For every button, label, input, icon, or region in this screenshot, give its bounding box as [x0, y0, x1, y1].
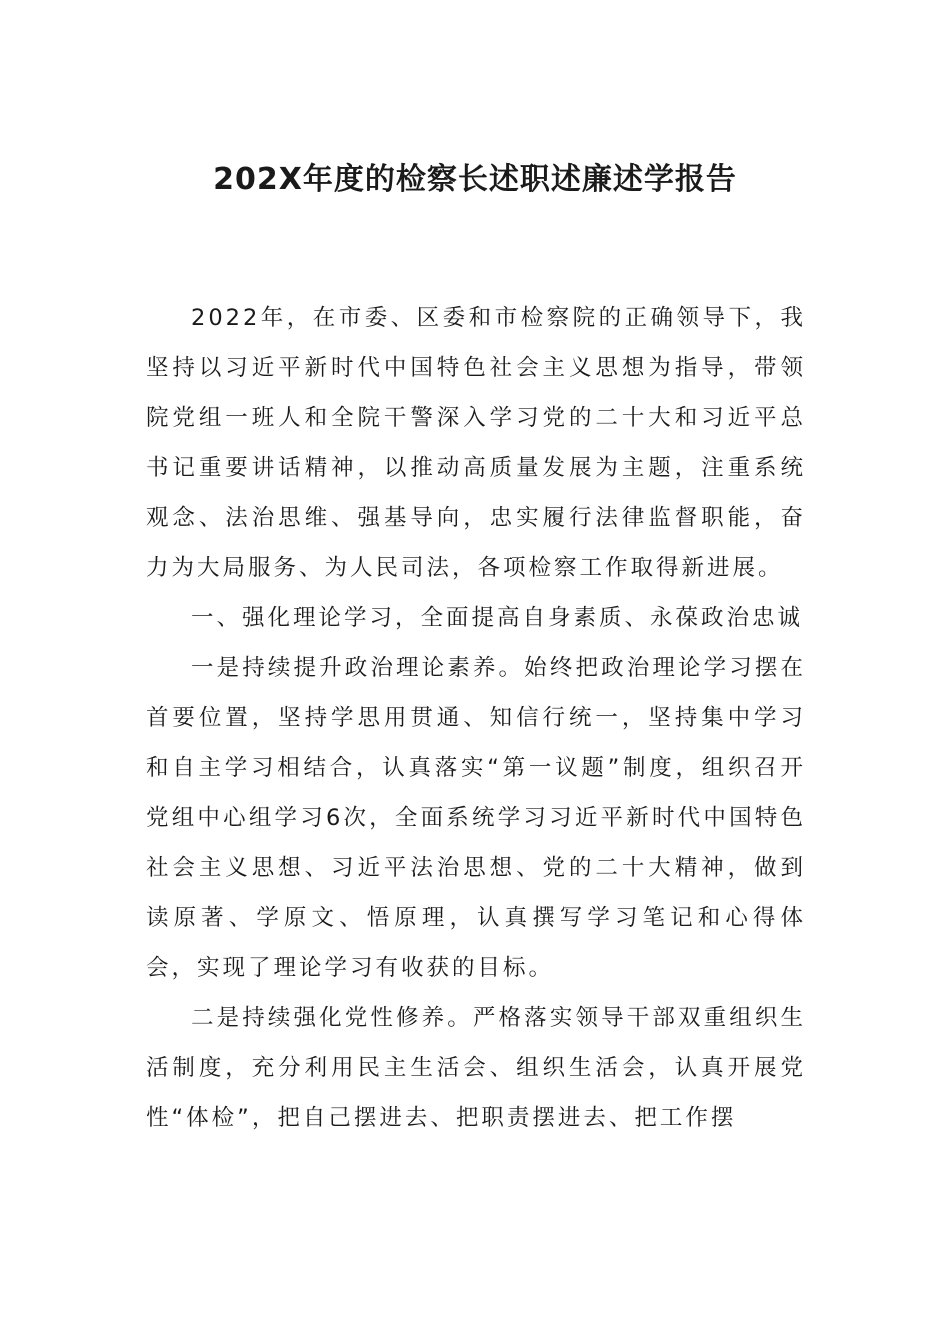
- document-title: 202X年度的检察长述职述廉述学报告: [213, 162, 737, 197]
- paragraph-intro: 2022年，在市委、区委和市检察院的正确领导下，我坚持以习近平新时代中国特色社会主义思想为指导，带领院党组一班人和全院干警深入学习党的二十大和习近平总书记重要讲话精神，以推动高质量发展为主题，注重系统观念、法治思维、强基导向，忠实履行法律监督职能，奋力为大局服务、为人民司法，各项检察工作取得新进展。: [146, 305, 806, 581]
- paragraph-point-1: 一是持续提升政治理论素养。始终把政治理论学习摆在首要位置，坚持学思用贯通、知信行统一，坚持集中学习和自主学习相结合，认真落实“第一议题”制度，组织召开党组中心组学习6次，全面系统学习习近平新时代中国特色社会主义思想、习近平法治思想、党的二十大精神，做到读原著、学原文、悟原理，认真撰写学习笔记和心得体会，实现了理论学习有收获的目标。: [146, 655, 806, 981]
- document-body: [146, 293, 806, 1143]
- paragraph-point-2: 二是持续强化党性修养。严格落实领导干部双重组织生活制度，充分利用民主生活会、组织生活会，认真开展党性“体检”，把自己摆进去、把职责摆进去、把工作摆: [146, 1005, 806, 1131]
- section-heading-1: 一、强化理论学习，全面提高自身素质、永葆政治忠诚: [191, 605, 804, 631]
